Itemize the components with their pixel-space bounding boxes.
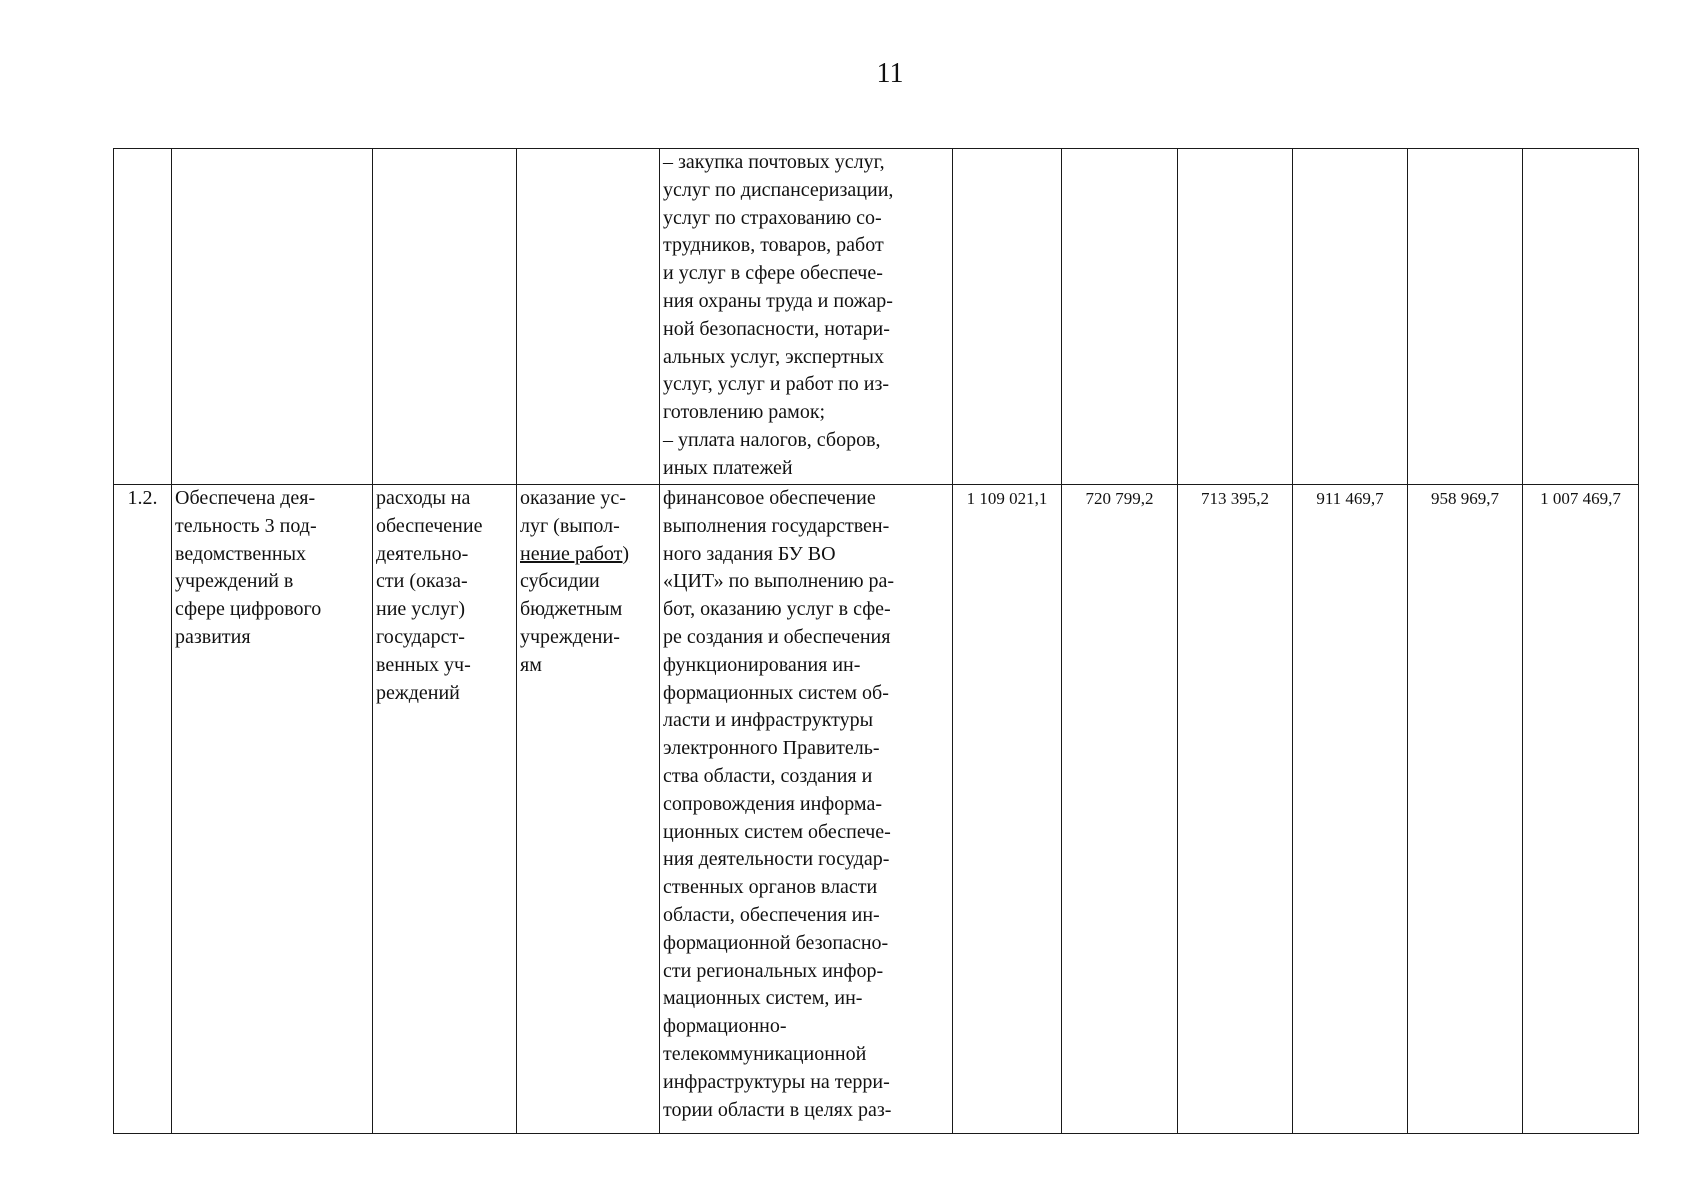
description-line: телекоммуникационной <box>663 1042 867 1065</box>
cell-value-4 <box>1293 149 1408 485</box>
expense-line: расходы на <box>376 487 471 509</box>
activities-line: – закупка почтовых услуг, <box>663 151 885 173</box>
description-line: ства области, создания и <box>663 764 873 787</box>
activities-line: иных платежей <box>663 456 793 479</box>
cell-type <box>517 485 660 1134</box>
description-line: ласти и инфраструктуры <box>663 709 874 732</box>
cell-value-1 <box>953 149 1062 485</box>
cell-value-1: 1 109 021,1 <box>953 485 1062 1134</box>
result-line: учреждений в <box>175 570 294 593</box>
activities-line: ной безопасности, нотари- <box>663 317 890 340</box>
type-line: бюджетным <box>520 598 623 621</box>
result-line: сфере цифрового <box>175 598 322 621</box>
result-line: тельность 3 под- <box>175 514 317 537</box>
cell-value-3 <box>1178 149 1293 485</box>
cell-value-4: 911 469,7 <box>1293 485 1408 1134</box>
cell-description <box>660 485 953 1134</box>
cell-value-3: 713 395,2 <box>1178 485 1293 1134</box>
activities-line: услуг, услуг и работ по из- <box>663 373 890 396</box>
table-row-1-2 <box>114 485 1639 1134</box>
expense-line: венных уч- <box>376 653 471 676</box>
type-line: учреждени- <box>520 625 620 648</box>
description-line: «ЦИТ» по выполнению ра- <box>663 570 895 593</box>
row-number: 1.2. <box>114 485 172 1134</box>
cell-value-5 <box>1408 149 1523 485</box>
table-row-continuation <box>114 149 1639 485</box>
description-line: формационно- <box>663 1015 787 1038</box>
description-line: ционных систем обеспече- <box>663 820 891 843</box>
page-number: 11 <box>876 58 904 89</box>
expense-line: реждений <box>376 681 460 704</box>
cell-value-2: 720 799,2 <box>1062 485 1178 1134</box>
cell-value-5: 958 969,7 <box>1408 485 1523 1134</box>
description-line: инфраструктуры на терри- <box>663 1070 890 1093</box>
cell-activities <box>660 149 953 485</box>
description-line: ственных органов власти <box>663 876 878 899</box>
description-line: ного задания БУ ВО <box>663 542 836 565</box>
activities-line: и услуг в сфере обеспече- <box>663 262 883 285</box>
expense-line: деятельно- <box>376 542 469 565</box>
activities-line: готовлению рамок; <box>663 401 826 424</box>
activities-line: трудников, товаров, работ <box>663 234 884 257</box>
description-line: сти региональных инфор- <box>663 959 884 982</box>
cell-expense <box>373 485 517 1134</box>
type-line-underlined: нение работ) <box>520 542 630 565</box>
cell-result <box>172 149 373 485</box>
description-line: ре создания и обеспечения <box>663 625 891 648</box>
description-line: функционирования ин- <box>663 653 861 676</box>
cell-result <box>172 485 373 1134</box>
expense-line: обеспечение <box>376 514 483 537</box>
result-line: ведомственных <box>175 542 307 565</box>
activities-line: альных услуг, экспертных <box>663 345 884 368</box>
result-line: развития <box>175 625 251 648</box>
description-line: электронного Правитель- <box>663 737 880 760</box>
expense-line: ние услуг) <box>376 598 466 621</box>
type-line: оказание ус- <box>520 487 626 509</box>
cell-type <box>517 149 660 485</box>
description-line: сопровождения информа- <box>663 792 882 815</box>
expense-line: государст- <box>376 625 465 648</box>
type-line: субсидии <box>520 570 600 593</box>
description-line: выполнения государствен- <box>663 514 890 537</box>
cell-value-6 <box>1523 149 1639 485</box>
activities-line: услуг по страхованию со- <box>663 206 882 229</box>
cell-value-2 <box>1062 149 1178 485</box>
description-line: тории области в целях раз- <box>663 1098 892 1121</box>
type-line: ям <box>520 653 542 676</box>
description-line: финансовое обеспечение <box>663 487 876 509</box>
activities-line: услуг по диспансеризации, <box>663 178 894 201</box>
cell-value-6: 1 007 469,7 <box>1523 485 1639 1134</box>
description-line: мационных систем, ин- <box>663 987 863 1010</box>
description-line: формационных систем об- <box>663 681 889 704</box>
description-line: области, обеспечения ин- <box>663 903 880 926</box>
result-line: Обеспечена дея- <box>175 487 316 509</box>
description-line: ния деятельности государ- <box>663 848 890 871</box>
type-line: луг (выпол- <box>520 514 620 537</box>
cell-number <box>114 149 172 485</box>
description-line: бот, оказанию услуг в сфе- <box>663 598 891 621</box>
budget-table <box>113 148 1639 1134</box>
expense-line: сти (оказа- <box>376 570 468 593</box>
activities-line: – уплата налогов, сборов, <box>663 428 881 451</box>
description-line: формационной безопасно- <box>663 931 889 954</box>
cell-expense <box>373 149 517 485</box>
activities-line: ния охраны труда и пожар- <box>663 289 893 312</box>
